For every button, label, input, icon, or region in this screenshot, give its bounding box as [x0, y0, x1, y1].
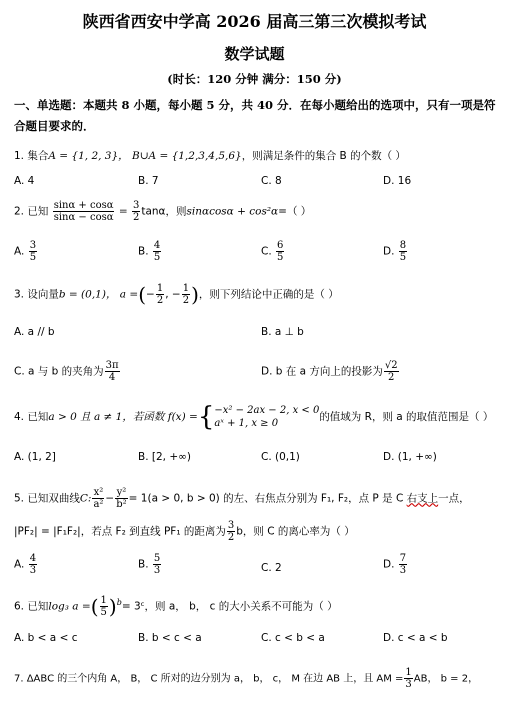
- q3-option-c: [14, 360, 121, 383]
- q2-ratio-den: 2: [132, 212, 140, 223]
- q2-b-label: B.: [138, 245, 149, 258]
- q7-stem-post: AB， b = 2，: [413, 673, 479, 685]
- q2-option-d: [383, 240, 408, 263]
- q2-c-num: 6: [277, 240, 284, 251]
- q2-option-b: [138, 240, 162, 263]
- question-3: 3. 设向量b = (0,1)， a =(− $\frac{1}{2}$ , − $\frac{1}{2}$ )，则下列结论中正确的是（ ）: [14, 282, 339, 307]
- q2-fraction: [53, 200, 115, 223]
- q4-brace: {: [197, 402, 215, 432]
- q5-d-label: D.: [383, 558, 395, 571]
- q2-stem-mid: tanα，则: [141, 205, 187, 218]
- exam-info: (时长：120 分钟 满分：150 分): [167, 72, 342, 86]
- question-4: [14, 404, 493, 430]
- q1-option-b: B. 7: [138, 175, 159, 187]
- q5-x-num: x²: [93, 487, 104, 498]
- q6-option-a: A. b < a < c: [14, 632, 78, 644]
- q3-d-text: D. b 在 a 方向上的投影为: [261, 365, 383, 378]
- q5-option-d: [383, 553, 408, 576]
- q6-lparen: (: [90, 594, 99, 619]
- q2-a-num: 3: [29, 240, 37, 251]
- q5-option-c: C. 2: [261, 562, 282, 574]
- q6-option-d: D. c < a < b: [383, 632, 448, 644]
- q2-d-den: 5: [399, 252, 407, 263]
- q3-d-num: √2: [384, 360, 398, 371]
- q4-cases: [214, 404, 319, 430]
- q4-option-a: A. (1, 2]: [14, 451, 56, 463]
- q5-y-num: y²: [116, 487, 127, 498]
- q5-b-den: 3: [153, 565, 161, 576]
- q6-option-b: B. b < c < a: [138, 632, 202, 644]
- question-2: [14, 200, 311, 223]
- q4-option-d: D. (1, +∞): [383, 451, 437, 463]
- q6-base-den: 5: [100, 607, 107, 618]
- q6-log: log₃ a =: [48, 600, 91, 613]
- q2-b-num: 4: [153, 240, 161, 251]
- q3-a2-den: 2: [182, 295, 190, 306]
- q4-condition: a > 0 且 a ≠ 1，若函数 f(x) =: [48, 411, 198, 423]
- q3-a1-num: 1: [156, 283, 164, 294]
- q2-c-label: C.: [261, 245, 272, 258]
- q1-number: 1. 集合: [14, 150, 49, 162]
- q2-numerator: sinα + cosα: [53, 200, 114, 211]
- exam-title: 陕西省西安中学高 2026 届高三第三次模拟考试: [82, 12, 427, 31]
- q1-stem: ，则满足条件的集合 B 的个数（ ）: [241, 150, 406, 162]
- q2-ratio: [132, 200, 140, 223]
- q2-ratio-num: 3: [132, 200, 140, 211]
- q2-d-num: 8: [399, 240, 407, 251]
- q5-option-b: [138, 553, 162, 576]
- q5-d-den: 3: [399, 565, 407, 576]
- q5-a-label: A.: [14, 558, 25, 571]
- q5-line2-den: 2: [227, 532, 235, 543]
- q2-option-c: [261, 240, 285, 263]
- q3-c-text: C. a 与 b 的夹角为: [14, 365, 104, 378]
- q5-b-label: B.: [138, 558, 149, 571]
- q2-equals: =: [118, 205, 128, 218]
- q6-exponent: b: [116, 598, 122, 607]
- q3-c-num: 3π: [105, 360, 119, 371]
- q2-d-label: D.: [383, 245, 395, 258]
- question-7: [14, 667, 478, 690]
- q4-option-b: B. [2, +∞): [138, 451, 191, 463]
- q1-option-c: C. 8: [261, 175, 282, 187]
- q6-number: 6. 已知: [14, 600, 49, 613]
- q3-number: 3. 设向量: [14, 288, 59, 301]
- q3-option-d: [261, 360, 400, 383]
- q2-c-den: 5: [277, 252, 284, 263]
- q4-stem: 的值域为 R，则 a 的取值范围是（ ）: [319, 411, 494, 423]
- q4-case-2: aˣ + 1, x ≥ 0: [214, 418, 279, 429]
- q2-stem-post: =（ ）: [278, 205, 312, 218]
- q7-den: 3: [405, 679, 412, 690]
- question-6: [14, 595, 338, 618]
- section-heading: 一、单选题：本题共 8 小题，每小题 5 分，共 40 分．在每小题给出的选项中，只有一项是符合题目要求的．: [14, 98, 496, 133]
- question-1: [14, 148, 406, 163]
- q5-x-den: a²: [93, 499, 104, 510]
- question-5-line2: [14, 520, 355, 543]
- q6-option-c: C. c < b < a: [261, 632, 325, 644]
- q3-option-b: B. a ⊥ b: [261, 326, 304, 338]
- q5-curve-post: = 1(a > 0, b > 0) 的左、右焦点分别为 F₁, F₂，点 P 是 C: [128, 492, 404, 505]
- q5-y-den: b²: [116, 499, 127, 510]
- q5-b-num: 5: [153, 553, 161, 564]
- q5-number: 5. 已知双曲线: [14, 492, 80, 505]
- q2-number: 2. 已知: [14, 205, 49, 218]
- question-5: 5. 已知双曲线C: $\frac{\text{x²}}{\text{a²}}$ − $\frac{\text{y²}}{\text{b²}}$ = 1(a > 0, b > 0) 的左、右焦点分别为 F₁, F₂，点 P 是 C 右支上一点，: [14, 487, 470, 510]
- q5-line2-num: 3: [227, 520, 235, 531]
- q3-option-a: A. a // b: [14, 326, 55, 338]
- q5-line2-pre: |PF₂| = |F₁F₂|，若点 F₂ 到直线 PF₁ 的距离为: [14, 525, 226, 538]
- q3-a1-den: 2: [156, 295, 164, 306]
- q4-number: 4. 已知: [14, 411, 49, 423]
- q5-wavy-text: 右支上: [406, 492, 439, 505]
- q1-option-a: A. 4: [14, 175, 35, 187]
- q5-option-a: [14, 553, 38, 576]
- q7-num: 1: [405, 667, 412, 678]
- q2-expression: sinαcosα + cos²α: [186, 205, 279, 218]
- q2-a-den: 5: [29, 252, 37, 263]
- q5-tail: 一点，: [438, 492, 470, 505]
- q5-line2-post: b，则 C 的离心率为（ ）: [236, 525, 355, 538]
- q6-stem: = 3ᶜ，则 a， b， c 的大小关系不可能为（ ）: [121, 600, 338, 613]
- q2-a-label: A.: [14, 245, 25, 258]
- q2-denominator: sinα − cosα: [53, 212, 114, 223]
- q5-a-den: 3: [29, 565, 37, 576]
- q3-vector-a: a =: [119, 288, 139, 301]
- q3-a2-num: 1: [182, 283, 190, 294]
- q3-stem: ，则下列结论中正确的是（ ）: [198, 288, 339, 301]
- q2-b-den: 5: [153, 252, 161, 263]
- q1-sets: A = {1, 2, 3}， B∪A = {1,2,3,4,5,6}: [48, 150, 242, 162]
- q7-stem-pre: 7. ΔABC 的三个内角 A， B， C 所对的边分别为 a， b， c， M 在边 AB 上，且 AM =: [14, 673, 404, 685]
- q3-vector-b: b = (0,1)，: [58, 288, 117, 301]
- q5-d-num: 7: [399, 553, 407, 564]
- q6-base-num: 1: [100, 595, 107, 606]
- q4-option-c: C. (0,1): [261, 451, 300, 463]
- q3-d-den: 2: [388, 372, 395, 383]
- q3-c-den: 4: [108, 372, 116, 383]
- q1-option-d: D. 16: [383, 175, 412, 187]
- exam-subject: 数学试题: [224, 45, 285, 63]
- q4-case-1: −x² − 2ax − 2, x < 0: [214, 405, 320, 416]
- q2-option-a: [14, 240, 38, 263]
- q3-rparen: ): [191, 282, 199, 307]
- q5-a-num: 4: [29, 553, 37, 564]
- q5-curve: C:: [79, 492, 92, 505]
- q6-rparen: ): [108, 594, 117, 619]
- q3-lparen: (: [138, 282, 147, 307]
